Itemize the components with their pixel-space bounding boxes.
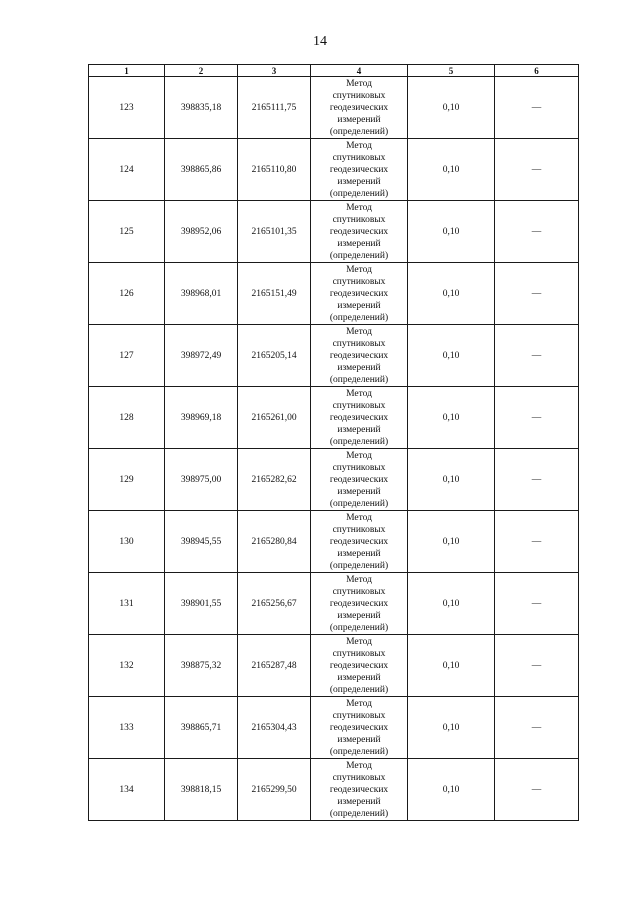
note-cell: — [495, 511, 579, 573]
point-number-cell: 125 [89, 201, 165, 263]
method-line: геодезических [329, 474, 389, 485]
coordinates-table [88, 64, 579, 821]
method-line: измерений [337, 672, 381, 683]
method-line: Метод [346, 760, 372, 771]
note-cell: — [495, 139, 579, 201]
method-line: измерений [337, 796, 381, 807]
note-cell: — [495, 759, 579, 821]
y-coordinate-cell: 2165111,75 [238, 77, 311, 139]
x-coordinate-cell: 398968,01 [165, 263, 238, 325]
point-number-cell: 134 [89, 759, 165, 821]
accuracy-cell: 0,10 [408, 263, 495, 325]
table-row [89, 759, 579, 821]
method-cell [311, 635, 408, 697]
method-line: (определений) [329, 250, 389, 261]
y-coordinate-cell: 2165282,62 [238, 449, 311, 511]
table-body [89, 77, 579, 821]
method-line: (определений) [329, 498, 389, 509]
method-line: (определений) [329, 312, 389, 323]
note-cell: — [495, 325, 579, 387]
point-number-cell: 127 [89, 325, 165, 387]
y-coordinate-cell: 2165299,50 [238, 759, 311, 821]
table-row [89, 449, 579, 511]
accuracy-cell: 0,10 [408, 77, 495, 139]
y-coordinate-cell: 2165280,84 [238, 511, 311, 573]
method-line: спутниковых [332, 586, 386, 597]
method-line: спутниковых [332, 462, 386, 473]
method-line: Метод [346, 326, 372, 337]
point-number-cell: 130 [89, 511, 165, 573]
method-line: (определений) [329, 436, 389, 447]
method-line: (определений) [329, 808, 389, 819]
method-line: спутниковых [332, 524, 386, 535]
method-line: геодезических [329, 660, 389, 671]
point-number-cell: 123 [89, 77, 165, 139]
method-line: спутниковых [332, 772, 386, 783]
point-number-cell: 131 [89, 573, 165, 635]
method-line: измерений [337, 114, 381, 125]
method-line: (определений) [329, 746, 389, 757]
table-row [89, 387, 579, 449]
note-cell: — [495, 263, 579, 325]
accuracy-cell: 0,10 [408, 387, 495, 449]
y-coordinate-cell: 2165304,43 [238, 697, 311, 759]
method-line: Метод [346, 698, 372, 709]
method-line: геодезических [329, 598, 389, 609]
header-row [89, 65, 579, 77]
accuracy-cell: 0,10 [408, 201, 495, 263]
method-line: геодезических [329, 412, 389, 423]
accuracy-cell: 0,10 [408, 511, 495, 573]
x-coordinate-cell: 398972,49 [165, 325, 238, 387]
y-coordinate-cell: 2165110,80 [238, 139, 311, 201]
page-number: 14 [313, 34, 327, 49]
method-line: спутниковых [332, 400, 386, 411]
method-cell [311, 759, 408, 821]
x-coordinate-cell: 398865,71 [165, 697, 238, 759]
note-cell: — [495, 387, 579, 449]
method-line: Метод [346, 574, 372, 585]
table-row [89, 697, 579, 759]
point-number-cell: 128 [89, 387, 165, 449]
method-line: геодезических [329, 102, 389, 113]
method-cell [311, 139, 408, 201]
method-line: спутниковых [332, 648, 386, 659]
x-coordinate-cell: 398835,18 [165, 77, 238, 139]
point-number-cell: 126 [89, 263, 165, 325]
method-line: Метод [346, 140, 372, 151]
method-line: измерений [337, 238, 381, 249]
note-cell: — [495, 201, 579, 263]
method-line: (определений) [329, 684, 389, 695]
method-cell [311, 201, 408, 263]
table-row [89, 77, 579, 139]
table-row [89, 325, 579, 387]
x-coordinate-cell: 398818,15 [165, 759, 238, 821]
method-line: геодезических [329, 784, 389, 795]
method-line: (определений) [329, 188, 389, 199]
method-line: (определений) [329, 374, 389, 385]
y-coordinate-cell: 2165261,00 [238, 387, 311, 449]
method-cell [311, 263, 408, 325]
method-line: (определений) [329, 560, 389, 571]
method-line: спутниковых [332, 338, 386, 349]
note-cell: — [495, 449, 579, 511]
method-line: Метод [346, 388, 372, 399]
accuracy-cell: 0,10 [408, 325, 495, 387]
x-coordinate-cell: 398875,32 [165, 635, 238, 697]
x-coordinate-cell: 398975,00 [165, 449, 238, 511]
method-line: измерений [337, 176, 381, 187]
method-cell [311, 697, 408, 759]
note-cell: — [495, 635, 579, 697]
y-coordinate-cell: 2165287,48 [238, 635, 311, 697]
method-line: геодезических [329, 226, 389, 237]
table-row [89, 139, 579, 201]
table-row [89, 201, 579, 263]
method-line: измерений [337, 362, 381, 373]
column-header: 6 [495, 65, 579, 77]
method-line: геодезических [329, 722, 389, 733]
method-line: спутниковых [332, 710, 386, 721]
method-line: Метод [346, 636, 372, 647]
method-line: Метод [346, 78, 372, 89]
y-coordinate-cell: 2165101,35 [238, 201, 311, 263]
method-line: Метод [346, 264, 372, 275]
method-line: (определений) [329, 622, 389, 633]
method-line: Метод [346, 450, 372, 461]
point-number-cell: 129 [89, 449, 165, 511]
method-cell [311, 449, 408, 511]
x-coordinate-cell: 398865,86 [165, 139, 238, 201]
x-coordinate-cell: 398952,06 [165, 201, 238, 263]
method-cell [311, 511, 408, 573]
point-number-cell: 132 [89, 635, 165, 697]
method-line: геодезических [329, 164, 389, 175]
table-row [89, 511, 579, 573]
column-header: 5 [408, 65, 495, 77]
y-coordinate-cell: 2165151,49 [238, 263, 311, 325]
method-line: измерений [337, 734, 381, 745]
column-header: 3 [238, 65, 311, 77]
accuracy-cell: 0,10 [408, 635, 495, 697]
x-coordinate-cell: 398901,55 [165, 573, 238, 635]
y-coordinate-cell: 2165205,14 [238, 325, 311, 387]
method-cell [311, 325, 408, 387]
method-line: Метод [346, 202, 372, 213]
note-cell: — [495, 573, 579, 635]
method-line: измерений [337, 486, 381, 497]
method-line: спутниковых [332, 276, 386, 287]
note-cell: — [495, 697, 579, 759]
table-row [89, 263, 579, 325]
accuracy-cell: 0,10 [408, 139, 495, 201]
table-row [89, 635, 579, 697]
x-coordinate-cell: 398945,55 [165, 511, 238, 573]
x-coordinate-cell: 398969,18 [165, 387, 238, 449]
method-line: спутниковых [332, 90, 386, 101]
method-line: Метод [346, 512, 372, 523]
point-number-cell: 133 [89, 697, 165, 759]
y-coordinate-cell: 2165256,67 [238, 573, 311, 635]
method-line: измерений [337, 610, 381, 621]
method-line: измерений [337, 424, 381, 435]
method-cell [311, 387, 408, 449]
accuracy-cell: 0,10 [408, 449, 495, 511]
method-line: спутниковых [332, 152, 386, 163]
method-line: (определений) [329, 126, 389, 137]
method-line: измерений [337, 300, 381, 311]
method-cell [311, 573, 408, 635]
method-cell [311, 77, 408, 139]
accuracy-cell: 0,10 [408, 697, 495, 759]
note-cell: — [495, 77, 579, 139]
column-header: 4 [311, 65, 408, 77]
accuracy-cell: 0,10 [408, 573, 495, 635]
method-line: геодезических [329, 288, 389, 299]
point-number-cell: 124 [89, 139, 165, 201]
table-row [89, 573, 579, 635]
column-header: 2 [165, 65, 238, 77]
column-header: 1 [89, 65, 165, 77]
method-line: геодезических [329, 350, 389, 361]
method-line: измерений [337, 548, 381, 559]
accuracy-cell: 0,10 [408, 759, 495, 821]
method-line: спутниковых [332, 214, 386, 225]
method-line: геодезических [329, 536, 389, 547]
